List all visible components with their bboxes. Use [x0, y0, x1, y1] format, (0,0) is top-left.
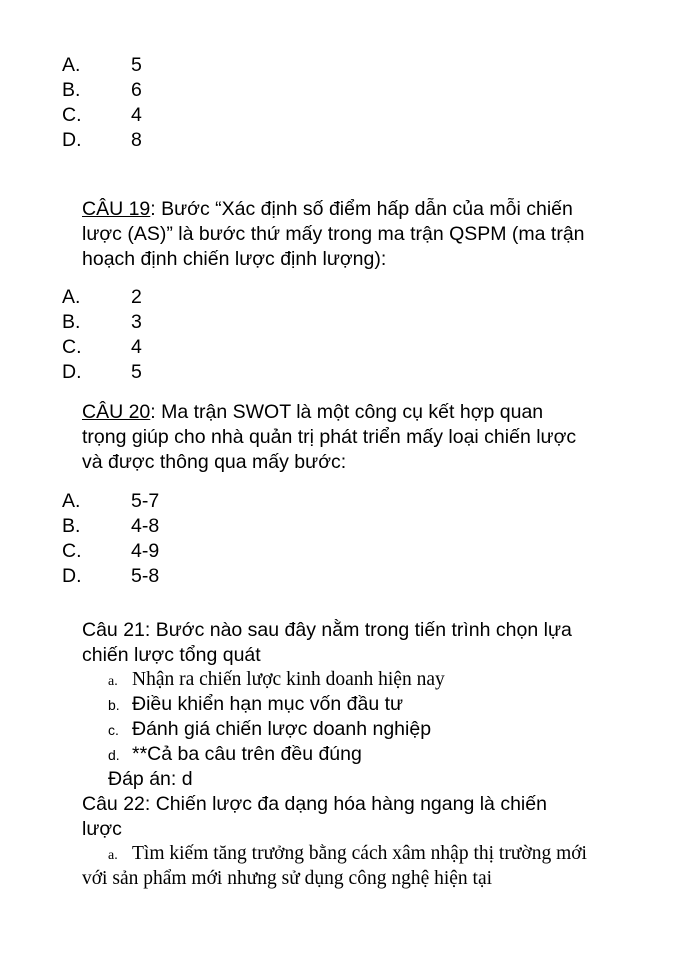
question-20-label: CÂU 20	[82, 401, 151, 423]
option-letter: C.	[62, 336, 82, 358]
option-letter: B.	[62, 311, 81, 333]
option-value: 8	[131, 129, 142, 151]
option-value: 5	[131, 361, 142, 383]
option-value: 4	[131, 336, 142, 358]
question-20-line-3: và được thông qua mấy bước:	[82, 451, 347, 473]
option-a	[108, 668, 445, 691]
option-value: 3	[131, 311, 142, 333]
option-value: Điều khiển hạn mục vốn đầu tư	[132, 693, 404, 715]
question-22-line-2: lược	[82, 818, 122, 840]
option-letter: A.	[62, 286, 81, 308]
question-19-line-3: hoạch định chiến lược định lượng):	[82, 248, 387, 270]
option-letter: C.	[62, 540, 82, 562]
option-letter: a.	[108, 674, 118, 689]
question-19-text: : Bước “Xác định số điểm hấp dẫn của mỗi chiến	[150, 198, 573, 220]
option-a-continuation: với sản phẩm mới nhưng sử dụng công nghệ hiện tại	[82, 868, 493, 889]
option-value: Nhận ra chiến lược kinh doanh hiện nay	[132, 669, 445, 690]
option-value: 4	[131, 104, 142, 126]
question-20-text: : Ma trận SWOT là một công cụ kết hợp quan	[150, 401, 544, 423]
option-letter: A.	[62, 490, 81, 512]
option-value: Đánh giá chiến lược doanh nghiệp	[132, 718, 432, 740]
option-a	[108, 843, 587, 865]
question-19-line-1	[82, 198, 573, 221]
option-letter: C.	[62, 104, 82, 126]
question-22-line-1: Câu 22: Chiến lược đa dạng hóa hàng ngang là chiến	[82, 793, 547, 815]
option-value: 4-9	[131, 540, 160, 562]
option-value: 5-7	[131, 490, 160, 512]
option-letter: d.	[108, 747, 120, 763]
option-letter: D.	[62, 129, 82, 151]
option-letter: B.	[62, 515, 81, 537]
question-19-label: CÂU 19	[82, 198, 151, 220]
question-19-line-2: lược (AS)” là bước thứ mấy trong ma trận QSPM (ma trận	[82, 223, 585, 245]
option-letter: D.	[62, 361, 82, 383]
option-d	[108, 743, 362, 766]
option-c	[108, 718, 431, 741]
option-value: 5	[131, 54, 142, 76]
option-value: 2	[131, 286, 142, 308]
option-letter: B.	[62, 79, 81, 101]
option-letter: D.	[62, 565, 82, 587]
question-20-line-2: trọng giúp cho nhà quản trị phát triển mấy loại chiến lược	[82, 426, 577, 448]
option-value: **Cả ba câu trên đều đúng	[132, 743, 362, 765]
option-letter: A.	[62, 54, 81, 76]
answer-key: Đáp án: d	[108, 768, 193, 790]
option-value: 6	[131, 79, 142, 101]
option-b	[108, 693, 403, 716]
question-21-line-2: chiến lược tổng quát	[82, 644, 261, 666]
option-letter: c.	[108, 722, 119, 738]
question-21-line-1: Câu 21: Bước nào sau đây nằm trong tiến trình chọn lựa	[82, 619, 572, 641]
option-value: 5-8	[131, 565, 160, 587]
question-20-line-1	[82, 401, 543, 424]
option-letter: b.	[108, 697, 120, 713]
option-value: Tìm kiếm tăng trưởng bằng cách xâm nhập thị trường mới	[132, 843, 587, 864]
option-value: 4-8	[131, 515, 160, 537]
option-letter: a.	[108, 848, 118, 863]
